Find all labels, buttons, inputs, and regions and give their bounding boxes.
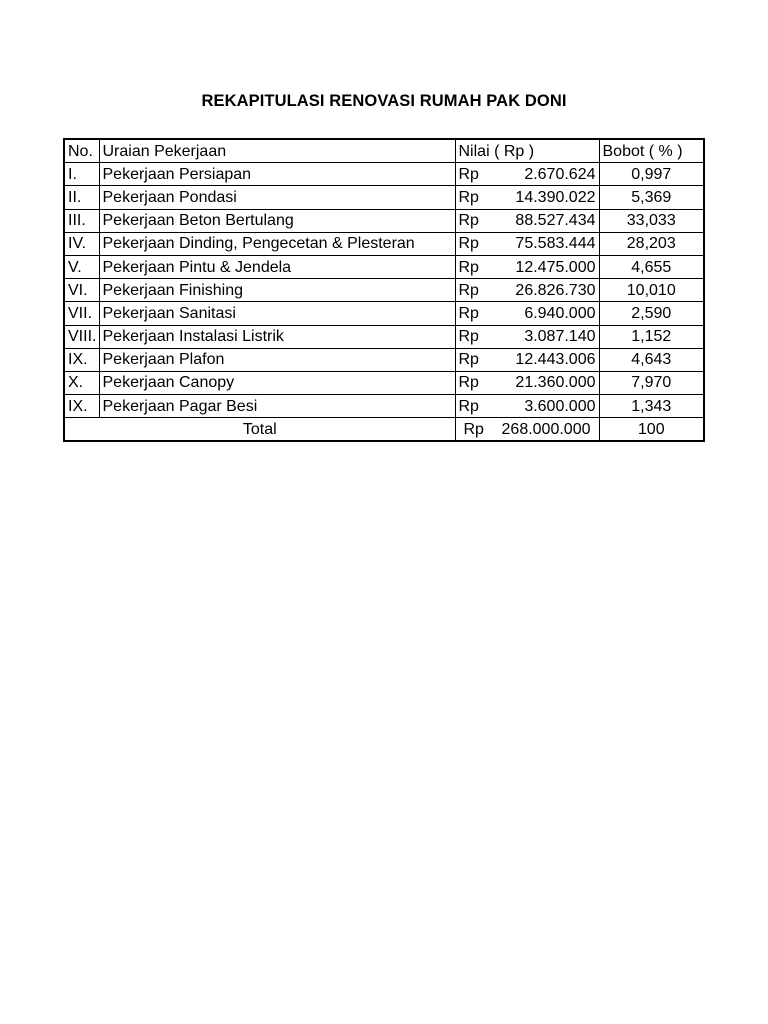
row-weight: 2,590 (599, 302, 704, 325)
row-number: VI. (64, 279, 99, 302)
table-total-row (64, 418, 704, 442)
total-amount: 268.000.000 (501, 420, 591, 438)
row-amount: 3.600.000 (524, 397, 596, 415)
header-value: Nilai ( Rp ) (455, 139, 599, 163)
row-number: III. (64, 209, 99, 232)
table-row (64, 395, 704, 418)
table-row (64, 302, 704, 325)
row-description: Pekerjaan Sanitasi (99, 302, 455, 325)
table-row (64, 255, 704, 278)
row-currency: Rp (458, 235, 479, 253)
row-currency: Rp (458, 281, 479, 299)
row-value (455, 255, 599, 278)
row-number: II. (64, 186, 99, 209)
row-value (455, 186, 599, 209)
recap-table-body (64, 139, 704, 441)
row-value (455, 371, 599, 394)
row-value (455, 232, 599, 255)
total-weight: 100 (599, 418, 704, 442)
row-weight: 5,369 (599, 186, 704, 209)
row-value (455, 163, 599, 186)
row-weight: 28,203 (599, 232, 704, 255)
header-no: No. (64, 139, 99, 163)
row-amount: 26.826.730 (515, 281, 596, 299)
row-amount: 2.670.624 (524, 165, 596, 183)
row-description: Pekerjaan Pondasi (99, 186, 455, 209)
row-weight: 1,152 (599, 325, 704, 348)
recap-table (63, 138, 705, 442)
row-number: V. (64, 255, 99, 278)
row-weight: 4,655 (599, 255, 704, 278)
header-weight: Bobot ( % ) (599, 139, 704, 163)
table-row (64, 371, 704, 394)
row-value (455, 302, 599, 325)
row-weight: 0,997 (599, 163, 704, 186)
table-header-row (64, 139, 704, 163)
row-currency: Rp (458, 212, 479, 230)
row-weight: 7,970 (599, 371, 704, 394)
row-amount: 88.527.434 (515, 212, 596, 230)
row-value (455, 325, 599, 348)
row-value (455, 395, 599, 418)
row-currency: Rp (458, 258, 479, 276)
table-row (64, 209, 704, 232)
row-description: Pekerjaan Beton Bertulang (99, 209, 455, 232)
total-currency: Rp (463, 420, 484, 438)
row-currency: Rp (458, 304, 479, 322)
row-amount: 14.390.022 (515, 188, 596, 206)
row-currency: Rp (458, 397, 479, 415)
row-currency: Rp (458, 328, 479, 346)
row-description: Pekerjaan Pintu & Jendela (99, 255, 455, 278)
row-amount: 12.443.006 (515, 351, 596, 369)
row-number: VIII. (64, 325, 99, 348)
table-row (64, 325, 704, 348)
row-description: Pekerjaan Finishing (99, 279, 455, 302)
table-row (64, 163, 704, 186)
row-amount: 6.940.000 (524, 304, 596, 322)
row-number: I. (64, 163, 99, 186)
row-number: X. (64, 371, 99, 394)
row-description: Pekerjaan Persiapan (99, 163, 455, 186)
row-description: Pekerjaan Plafon (99, 348, 455, 371)
total-label: Total (64, 418, 455, 442)
row-value (455, 279, 599, 302)
row-currency: Rp (458, 188, 479, 206)
row-description: Pekerjaan Dinding, Pengecetan & Plesteran (99, 232, 455, 255)
table-row (64, 186, 704, 209)
row-currency: Rp (458, 165, 479, 183)
row-amount: 12.475.000 (515, 258, 596, 276)
row-description: Pekerjaan Pagar Besi (99, 395, 455, 418)
row-value (455, 209, 599, 232)
row-description: Pekerjaan Instalasi Listrik (99, 325, 455, 348)
row-weight: 4,643 (599, 348, 704, 371)
table-row (64, 232, 704, 255)
row-amount: 75.583.444 (515, 235, 596, 253)
row-amount: 3.087.140 (524, 328, 596, 346)
row-number: IX. (64, 395, 99, 418)
row-currency: Rp (458, 351, 479, 369)
row-amount: 21.360.000 (515, 374, 596, 392)
total-value (455, 418, 599, 442)
table-row (64, 279, 704, 302)
table-row (64, 348, 704, 371)
row-number: VII. (64, 302, 99, 325)
row-number: IV. (64, 232, 99, 255)
row-number: IX. (64, 348, 99, 371)
row-weight: 33,033 (599, 209, 704, 232)
row-currency: Rp (458, 374, 479, 392)
row-description: Pekerjaan Canopy (99, 371, 455, 394)
document-title: REKAPITULASI RENOVASI RUMAH PAK DONI (201, 92, 567, 110)
row-weight: 1,343 (599, 395, 704, 418)
row-weight: 10,010 (599, 279, 704, 302)
row-value (455, 348, 599, 371)
header-description: Uraian Pekerjaan (99, 139, 455, 163)
